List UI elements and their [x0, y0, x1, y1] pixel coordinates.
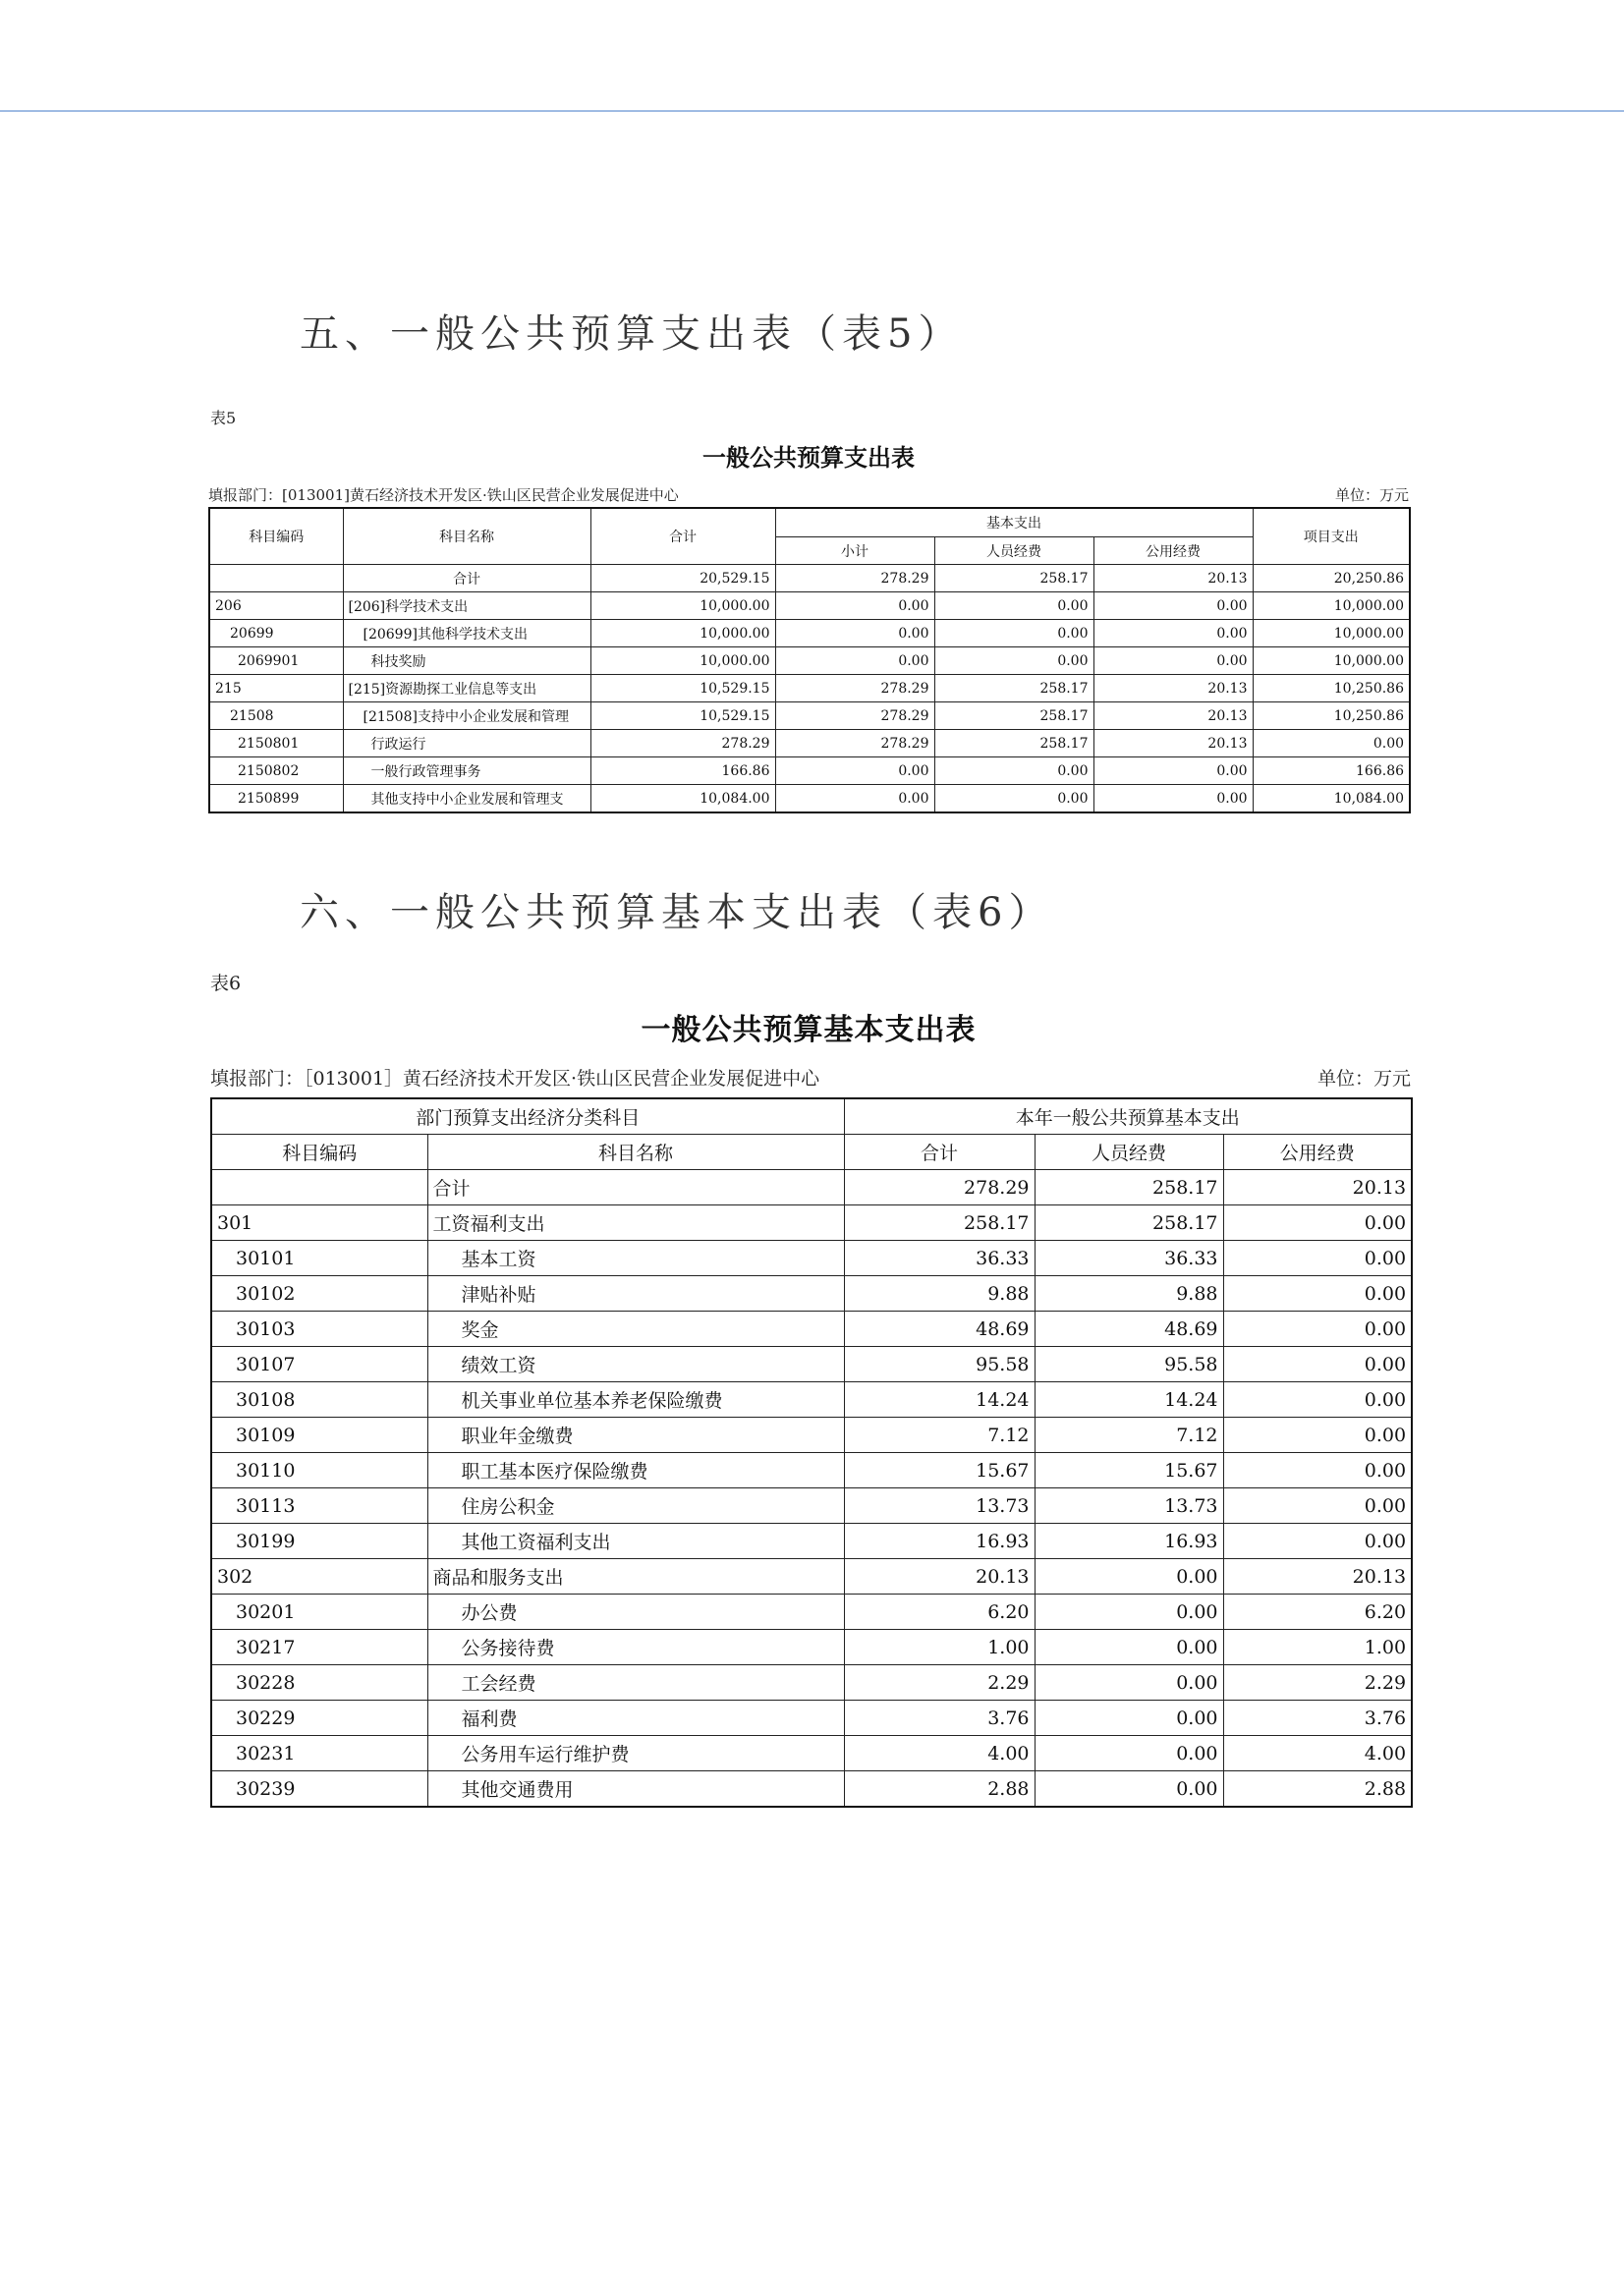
cell-project: 10,084.00 — [1253, 785, 1410, 813]
cell-total: 258.17 — [844, 1205, 1035, 1241]
cell-code — [209, 565, 343, 592]
cell-public: 0.00 — [1093, 757, 1253, 785]
table-row — [209, 785, 1410, 813]
cell-public: 0.00 — [1223, 1488, 1412, 1524]
cell-name: [21508]支持中小企业发展和管理 — [343, 702, 590, 730]
cell-total: 9.88 — [844, 1276, 1035, 1312]
cell-code: 30228 — [211, 1665, 427, 1701]
cell-public: 20.13 — [1093, 702, 1253, 730]
cell-code: 21508 — [209, 702, 343, 730]
table-row — [211, 1665, 1412, 1701]
table-row — [211, 1701, 1412, 1736]
cell-total: 16.93 — [844, 1524, 1035, 1559]
cell-name: [206]科学技术支出 — [343, 592, 590, 620]
cell-name: 职业年金缴费 — [427, 1418, 844, 1453]
cell-total: 48.69 — [844, 1312, 1035, 1347]
cell-public: 0.00 — [1093, 620, 1253, 647]
budget-expenditure-table — [208, 507, 1411, 813]
cell-personnel: 0.00 — [1035, 1595, 1223, 1630]
table-row — [211, 1736, 1412, 1771]
cell-public: 0.00 — [1093, 592, 1253, 620]
cell-public: 0.00 — [1223, 1418, 1412, 1453]
cell-code: 30102 — [211, 1276, 427, 1312]
t6-header-personnel: 人员经费 — [1035, 1135, 1223, 1170]
cell-subtotal: 0.00 — [775, 647, 934, 675]
table-row — [209, 730, 1410, 757]
section5-table-title: 一般公共预算支出表 — [702, 444, 915, 472]
cell-subtotal: 278.29 — [775, 730, 934, 757]
cell-project: 10,250.86 — [1253, 702, 1410, 730]
cell-public: 0.00 — [1223, 1453, 1412, 1488]
cell-personnel: 48.69 — [1035, 1312, 1223, 1347]
section5-unit: 单位：万元 — [1334, 486, 1409, 504]
table-row — [209, 702, 1410, 730]
cell-total: 278.29 — [590, 730, 775, 757]
cell-name: 福利费 — [427, 1701, 844, 1736]
cell-subtotal: 278.29 — [775, 702, 934, 730]
cell-total: 10,529.15 — [590, 675, 775, 702]
cell-name: 其他交通费用 — [427, 1771, 844, 1808]
cell-code: 30109 — [211, 1418, 427, 1453]
top-divider — [0, 110, 1624, 112]
cell-total: 20,529.15 — [590, 565, 775, 592]
table-row — [211, 1630, 1412, 1665]
cell-total: 15.67 — [844, 1453, 1035, 1488]
cell-personnel: 0.00 — [1035, 1630, 1223, 1665]
cell-personnel: 0.00 — [934, 647, 1093, 675]
t5-header-code: 科目编码 — [209, 508, 343, 565]
t6-header-category: 部门预算支出经济分类科目 — [211, 1098, 844, 1135]
cell-name: 奖金 — [427, 1312, 844, 1347]
cell-public: 20.13 — [1093, 565, 1253, 592]
table-row — [211, 1524, 1412, 1559]
cell-public: 0.00 — [1223, 1276, 1412, 1312]
cell-subtotal: 278.29 — [775, 675, 934, 702]
cell-personnel: 0.00 — [1035, 1701, 1223, 1736]
cell-code: 20699 — [209, 620, 343, 647]
cell-code: 2069901 — [209, 647, 343, 675]
table-row — [209, 757, 1410, 785]
t6-header-public: 公用经费 — [1223, 1135, 1412, 1170]
cell-public: 20.13 — [1093, 730, 1253, 757]
cell-name: 其他支持中小企业发展和管理支 — [343, 785, 590, 813]
cell-name: 其他工资福利支出 — [427, 1524, 844, 1559]
cell-code: 30239 — [211, 1771, 427, 1808]
cell-total: 166.86 — [590, 757, 775, 785]
cell-code: 206 — [209, 592, 343, 620]
cell-name: 住房公积金 — [427, 1488, 844, 1524]
cell-public: 4.00 — [1223, 1736, 1412, 1771]
cell-personnel: 36.33 — [1035, 1241, 1223, 1276]
cell-project: 10,000.00 — [1253, 620, 1410, 647]
cell-personnel: 0.00 — [934, 620, 1093, 647]
t5-header-subtotal: 小计 — [775, 537, 934, 565]
cell-code: 30201 — [211, 1595, 427, 1630]
cell-project: 10,000.00 — [1253, 647, 1410, 675]
cell-personnel: 258.17 — [934, 565, 1093, 592]
section6-unit: 单位：万元 — [1316, 1068, 1411, 1090]
section6-dept: 填报部门：［013001］黄石经济技术开发区·铁山区民营企业发展促进中心 — [210, 1068, 820, 1090]
table-row — [211, 1312, 1412, 1347]
table-row — [209, 675, 1410, 702]
cell-public: 0.00 — [1093, 647, 1253, 675]
cell-public: 0.00 — [1223, 1205, 1412, 1241]
cell-name: 商品和服务支出 — [427, 1559, 844, 1595]
cell-total: 95.58 — [844, 1347, 1035, 1382]
cell-name: 基本工资 — [427, 1241, 844, 1276]
cell-code: 30217 — [211, 1630, 427, 1665]
cell-name: 绩效工资 — [427, 1347, 844, 1382]
cell-name: 工会经费 — [427, 1665, 844, 1701]
cell-total: 20.13 — [844, 1559, 1035, 1595]
section5-dept: 填报部门：[013001]黄石经济技术开发区·铁山区民营企业发展促进中心 — [208, 486, 679, 504]
t6-header-name: 科目名称 — [427, 1135, 844, 1170]
cell-code: 30108 — [211, 1382, 427, 1418]
cell-name: 合计 — [427, 1170, 844, 1205]
cell-public: 20.13 — [1223, 1559, 1412, 1595]
cell-personnel: 9.88 — [1035, 1276, 1223, 1312]
t5-header-basic: 基本支出 — [775, 508, 1253, 537]
table-row — [211, 1170, 1412, 1205]
cell-personnel: 258.17 — [934, 675, 1093, 702]
table-row — [211, 1453, 1412, 1488]
t5-header-name: 科目名称 — [343, 508, 590, 565]
cell-code: 30110 — [211, 1453, 427, 1488]
cell-personnel: 258.17 — [934, 730, 1093, 757]
cell-subtotal: 0.00 — [775, 757, 934, 785]
cell-subtotal: 0.00 — [775, 785, 934, 813]
cell-name: [215]资源勘探工业信息等支出 — [343, 675, 590, 702]
cell-code: 301 — [211, 1205, 427, 1241]
cell-total: 10,000.00 — [590, 592, 775, 620]
cell-personnel: 258.17 — [934, 702, 1093, 730]
cell-public: 0.00 — [1223, 1382, 1412, 1418]
table-row — [211, 1771, 1412, 1808]
cell-project: 166.86 — [1253, 757, 1410, 785]
cell-code: 2150899 — [209, 785, 343, 813]
table-row — [211, 1559, 1412, 1595]
table-row — [211, 1205, 1412, 1241]
cell-public: 20.13 — [1223, 1170, 1412, 1205]
table-row — [211, 1276, 1412, 1312]
cell-total: 10,000.00 — [590, 620, 775, 647]
section5-table-tag: 表5 — [210, 409, 237, 427]
cell-total: 2.88 — [844, 1771, 1035, 1808]
table-row — [211, 1488, 1412, 1524]
cell-code: 30229 — [211, 1701, 427, 1736]
cell-personnel: 14.24 — [1035, 1382, 1223, 1418]
cell-total: 10,529.15 — [590, 702, 775, 730]
table-row — [211, 1418, 1412, 1453]
cell-code: 30113 — [211, 1488, 427, 1524]
cell-personnel: 258.17 — [1035, 1205, 1223, 1241]
section6-heading: 六、一般公共预算基本支出表（表6） — [300, 890, 1054, 935]
cell-public: 0.00 — [1223, 1241, 1412, 1276]
cell-code: 30101 — [211, 1241, 427, 1276]
cell-code: 30107 — [211, 1347, 427, 1382]
t6-header-current-year: 本年一般公共预算基本支出 — [844, 1098, 1412, 1135]
cell-public: 6.20 — [1223, 1595, 1412, 1630]
cell-code — [211, 1170, 427, 1205]
cell-code: 2150801 — [209, 730, 343, 757]
cell-personnel: 15.67 — [1035, 1453, 1223, 1488]
t5-header-project: 项目支出 — [1253, 508, 1410, 565]
cell-personnel: 0.00 — [1035, 1771, 1223, 1808]
cell-total: 4.00 — [844, 1736, 1035, 1771]
table-row — [211, 1595, 1412, 1630]
cell-total: 7.12 — [844, 1418, 1035, 1453]
cell-personnel: 0.00 — [934, 785, 1093, 813]
table-row — [209, 620, 1410, 647]
cell-code: 30231 — [211, 1736, 427, 1771]
cell-subtotal: 278.29 — [775, 565, 934, 592]
cell-personnel: 7.12 — [1035, 1418, 1223, 1453]
cell-personnel: 0.00 — [934, 592, 1093, 620]
cell-public: 0.00 — [1093, 785, 1253, 813]
cell-public: 1.00 — [1223, 1630, 1412, 1665]
section6-table-title: 一般公共预算基本支出表 — [641, 1013, 977, 1047]
section6-table-tag: 表6 — [210, 973, 242, 994]
cell-subtotal: 0.00 — [775, 620, 934, 647]
basic-expenditure-table — [210, 1097, 1413, 1808]
table-row — [211, 1382, 1412, 1418]
cell-name: 办公费 — [427, 1595, 844, 1630]
cell-total: 6.20 — [844, 1595, 1035, 1630]
table-row — [211, 1241, 1412, 1276]
table-row — [209, 647, 1410, 675]
cell-public: 2.29 — [1223, 1665, 1412, 1701]
cell-personnel: 16.93 — [1035, 1524, 1223, 1559]
cell-name: 职工基本医疗保险缴费 — [427, 1453, 844, 1488]
cell-public: 2.88 — [1223, 1771, 1412, 1808]
cell-subtotal: 0.00 — [775, 592, 934, 620]
cell-personnel: 0.00 — [1035, 1736, 1223, 1771]
cell-public: 3.76 — [1223, 1701, 1412, 1736]
cell-personnel: 95.58 — [1035, 1347, 1223, 1382]
cell-total: 1.00 — [844, 1630, 1035, 1665]
cell-code: 2150802 — [209, 757, 343, 785]
section5-meta — [208, 484, 1409, 505]
cell-total: 14.24 — [844, 1382, 1035, 1418]
cell-total: 10,084.00 — [590, 785, 775, 813]
cell-personnel: 258.17 — [1035, 1170, 1223, 1205]
table-row — [211, 1347, 1412, 1382]
cell-personnel: 13.73 — [1035, 1488, 1223, 1524]
cell-total: 3.76 — [844, 1701, 1035, 1736]
cell-code: 215 — [209, 675, 343, 702]
cell-name: [20699]其他科学技术支出 — [343, 620, 590, 647]
cell-public: 20.13 — [1093, 675, 1253, 702]
t5-header-public: 公用经费 — [1093, 537, 1253, 565]
cell-name: 合计 — [343, 565, 590, 592]
cell-name: 行政运行 — [343, 730, 590, 757]
cell-total: 2.29 — [844, 1665, 1035, 1701]
cell-total: 10,000.00 — [590, 647, 775, 675]
cell-personnel: 0.00 — [1035, 1559, 1223, 1595]
cell-total: 36.33 — [844, 1241, 1035, 1276]
cell-name: 津贴补贴 — [427, 1276, 844, 1312]
cell-code: 30199 — [211, 1524, 427, 1559]
cell-name: 工资福利支出 — [427, 1205, 844, 1241]
table-row — [209, 565, 1410, 592]
cell-project: 0.00 — [1253, 730, 1410, 757]
cell-name: 机关事业单位基本养老保险缴费 — [427, 1382, 844, 1418]
cell-name: 公务用车运行维护费 — [427, 1736, 844, 1771]
cell-personnel: 0.00 — [934, 757, 1093, 785]
cell-total: 278.29 — [844, 1170, 1035, 1205]
cell-public: 0.00 — [1223, 1347, 1412, 1382]
t6-header-code: 科目编码 — [211, 1135, 427, 1170]
t5-header-total: 合计 — [590, 508, 775, 565]
cell-public: 0.00 — [1223, 1312, 1412, 1347]
cell-name: 科技奖励 — [343, 647, 590, 675]
cell-public: 0.00 — [1223, 1524, 1412, 1559]
cell-code: 30103 — [211, 1312, 427, 1347]
t5-header-personnel: 人员经费 — [934, 537, 1093, 565]
cell-total: 13.73 — [844, 1488, 1035, 1524]
cell-project: 10,250.86 — [1253, 675, 1410, 702]
cell-code: 302 — [211, 1559, 427, 1595]
cell-project: 10,000.00 — [1253, 592, 1410, 620]
cell-name: 一般行政管理事务 — [343, 757, 590, 785]
t6-header-total: 合计 — [844, 1135, 1035, 1170]
cell-project: 20,250.86 — [1253, 565, 1410, 592]
cell-personnel: 0.00 — [1035, 1665, 1223, 1701]
section6-meta — [210, 1064, 1411, 1091]
cell-name: 公务接待费 — [427, 1630, 844, 1665]
section5-heading: 五、一般公共预算支出表（表5） — [300, 311, 964, 357]
table-row — [209, 592, 1410, 620]
